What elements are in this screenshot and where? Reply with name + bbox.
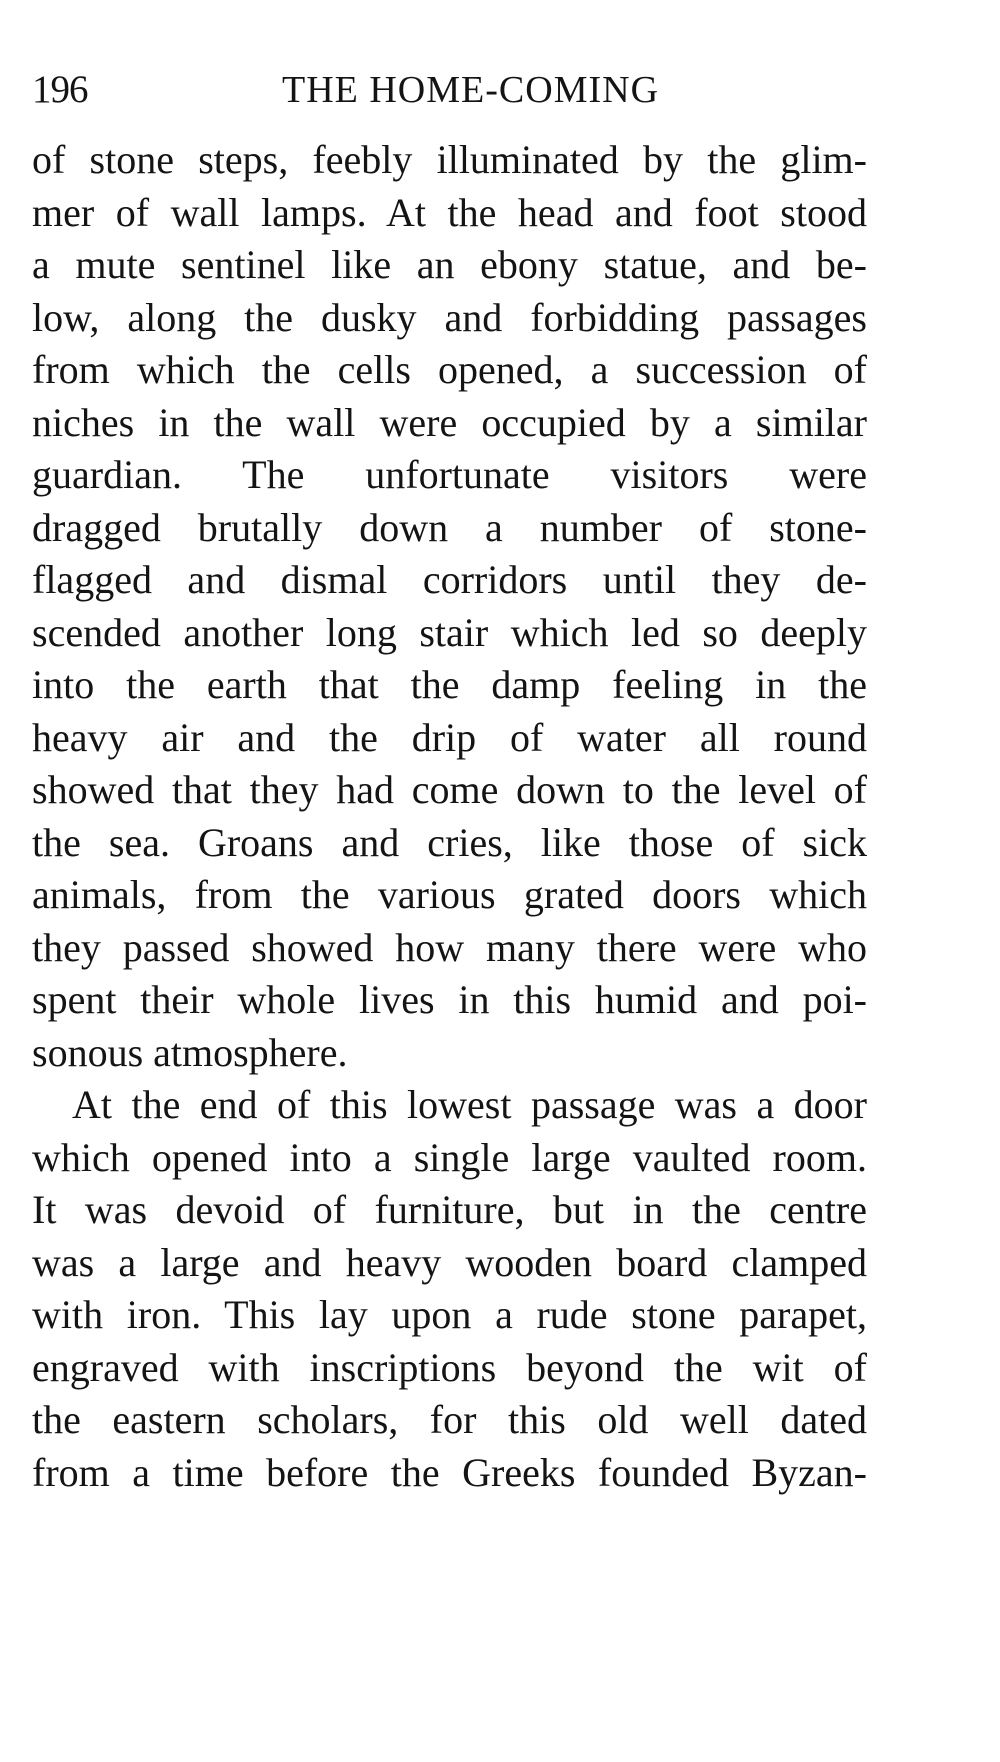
- text-line: spent their whole lives in this humid and poi-: [32, 977, 867, 1022]
- text-line: a mute sentinel like an ebony statue, and be-: [32, 242, 867, 287]
- text-line: the eastern scholars, for this old well dated: [32, 1397, 867, 1442]
- text-line: scended another long stair which led so deeply: [32, 609, 867, 655]
- text-line: showed that they had come down to the level of: [32, 767, 867, 812]
- text-line: heavy air and the drip of water all round: [32, 714, 867, 760]
- text-line: guardian. The unfortunate visitors were: [32, 452, 867, 497]
- text-line: from a time before the Greeks founded Byzan-: [32, 1449, 867, 1495]
- text-line: which opened into a single large vaulted room.: [32, 1134, 867, 1180]
- text-line: they passed showed how many there were who: [32, 924, 867, 970]
- running-title: THE HOME-COMING: [282, 69, 660, 111]
- text-line: from which the cells opened, a succession of: [32, 347, 867, 392]
- text-line: of stone steps, feebly illuminated by the glim-: [32, 137, 867, 182]
- text-line: engraved with inscriptions beyond the wit of: [32, 1344, 867, 1390]
- text-line: dragged brutally down a number of stone-: [32, 504, 867, 550]
- text-line: animals, from the various grated doors which: [32, 872, 867, 917]
- paragraph-start-line: At the end of this lowest passage was a door: [72, 1082, 867, 1127]
- text-line: into the earth that the damp feeling in the: [32, 662, 867, 707]
- text-line: It was devoid of furniture, but in the centre: [32, 1187, 867, 1232]
- text-line: mer of wall lamps. At the head and foot stood: [32, 189, 867, 235]
- body-text: [32, 134, 867, 1499]
- text-line: niches in the wall were occupied by a similar: [32, 399, 867, 445]
- text-line: the sea. Groans and cries, like those of sick: [32, 819, 867, 865]
- page-header: [32, 64, 932, 116]
- text-line: was a large and heavy wooden board clamped: [32, 1239, 867, 1285]
- text-line: flagged and dismal corridors until they de-: [32, 557, 867, 602]
- page-number: 196: [32, 68, 88, 111]
- text-line: low, along the dusky and forbidding passages: [32, 294, 867, 340]
- text-line: with iron. This lay upon a rude stone parapet,: [32, 1292, 867, 1337]
- paragraph-end-line: sonous atmosphere.: [32, 1029, 348, 1075]
